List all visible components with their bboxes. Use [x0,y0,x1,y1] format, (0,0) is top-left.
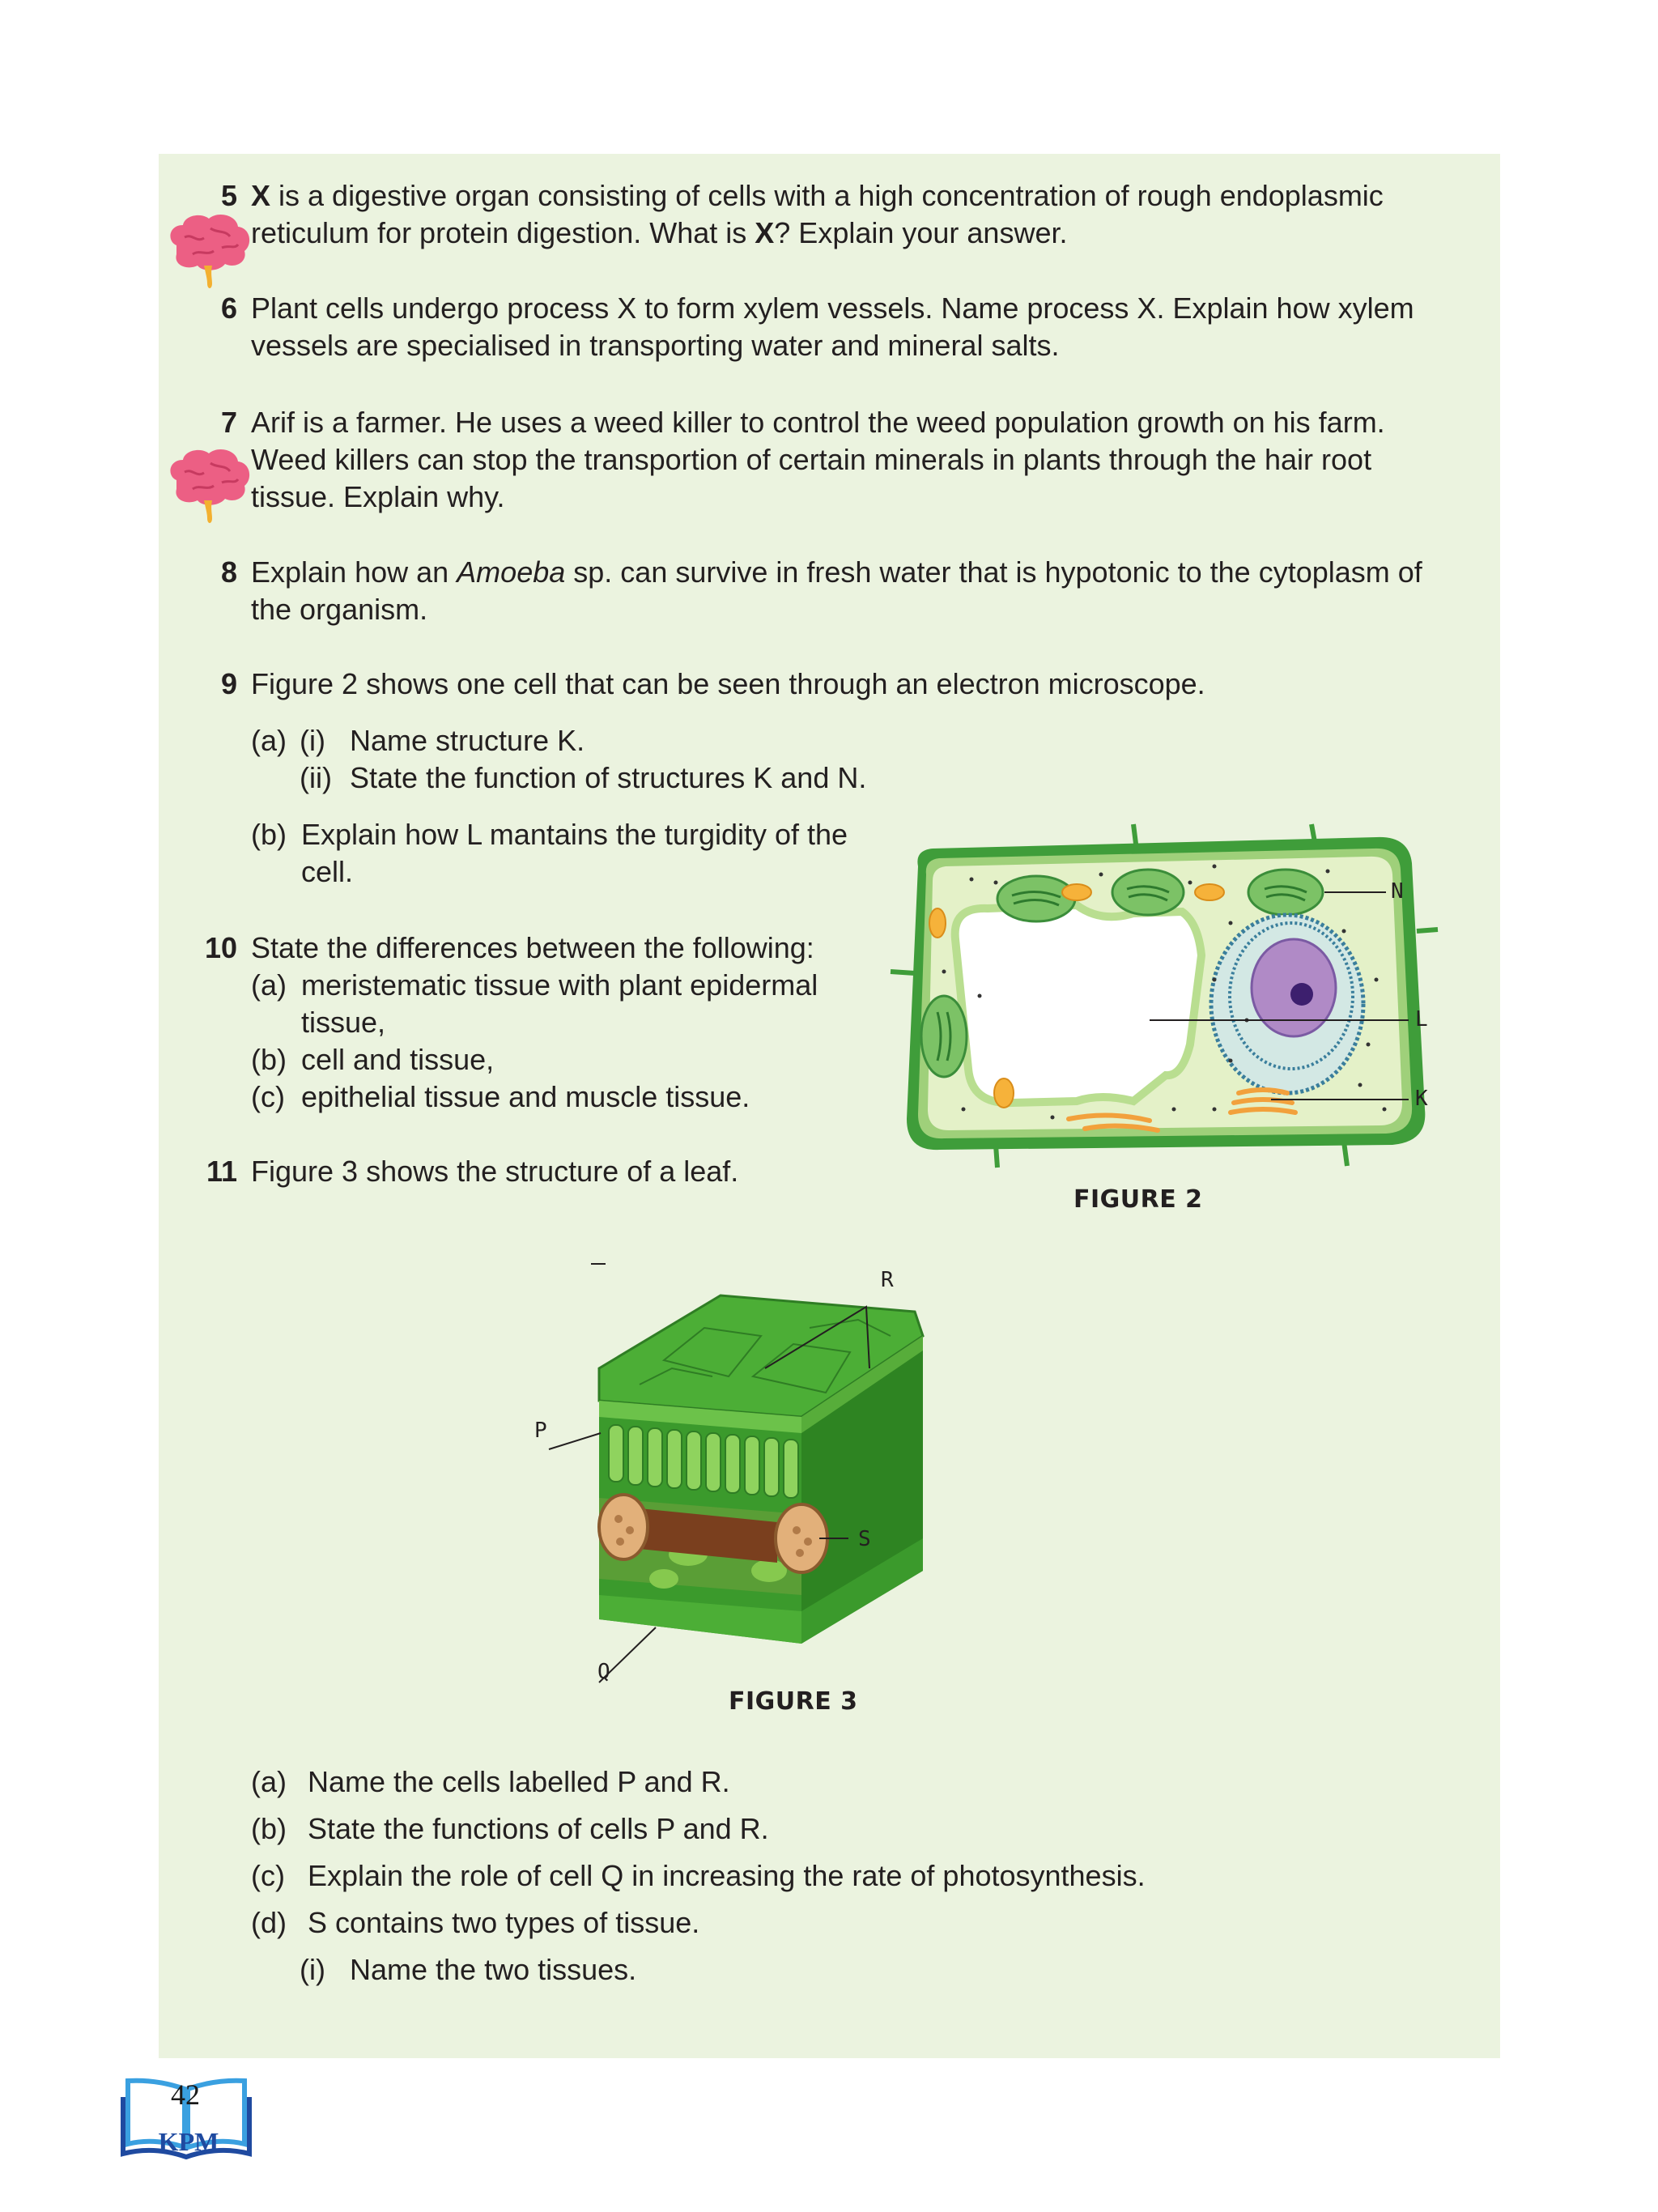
question-number: 8 [220,555,237,589]
leaf-structure-diagram [567,1263,1020,1684]
question-text: vessels are specialised in transporting water and mineral salts. [251,329,1060,362]
question-number: 10 [204,931,237,964]
question-11d: (d) S contains two types of tissue. [251,1906,700,1939]
question-11c: (c) Explain the role of cell Q in increasing the rate of photosynthesis. [251,1859,1146,1892]
question-text: reticulum for protein digestion. What is X? Explain your answer. [251,216,1068,249]
publisher-name: KPM [158,2127,219,2156]
question-11a: (a) Name the cells labelled P and R. [251,1765,730,1798]
label-L: L [1415,1007,1428,1032]
question-text: tissue. Explain why. [251,480,505,513]
question-text: Explain how an Amoeba sp. can survive in fresh water that is hypotonic to the cytoplasm of [251,555,1422,589]
question-10b: (b) cell and tissue, [251,1043,495,1076]
label-R: R [881,1268,894,1292]
plant-cell-diagram [891,818,1457,1182]
figure-2-caption: FIGURE 2 [1073,1185,1203,1214]
page-number: 42 [171,2078,200,2111]
brain-icon [160,209,256,298]
question-text: X is a digestive organ consisting of cells with a high concentration of rough endoplasmic [251,179,1384,212]
label-S: S [858,1527,871,1551]
question-10c: (c) epithelial tissue and muscle tissue. [251,1080,750,1113]
question-text: Figure 3 shows the structure of a leaf. [251,1155,739,1188]
question-11b: (b) State the functions of cells P and R. [251,1812,769,1845]
question-number: 7 [220,406,237,439]
question-text: Figure 2 shows one cell that can be seen through an electron microscope. [251,667,1205,700]
question-9b: (b) Explain how L mantains the turgidity of the cell. [251,818,848,888]
question-text: the organism. [251,593,428,626]
brain-icon [160,444,256,533]
question-number: 6 [220,291,237,325]
question-number: 9 [220,667,237,700]
label-N: N [1391,879,1404,904]
question-9a: (a) (i) Name structure K. [251,724,585,757]
question-text: Weed killers can stop the transportion of certain minerals in plants through the hair root [251,443,1372,476]
question-text: Plant cells undergo process X to form xylem vessels. Name process X. Explain how xylem [251,291,1414,325]
question-text: Arif is a farmer. He uses a weed killer to control the weed population growth on his farm. [251,406,1385,439]
figure-3-caption: FIGURE 3 [729,1687,858,1716]
question-number: 11 [206,1155,237,1188]
question-number: 5 [220,179,237,212]
question-10a: (a) meristematic tissue with plant epidermal tissue, [251,968,818,1039]
label-Q: Q [597,1660,610,1684]
question-text: State the differences between the following: [251,931,814,964]
label-K: K [1415,1087,1428,1111]
label-P: P [534,1419,547,1443]
